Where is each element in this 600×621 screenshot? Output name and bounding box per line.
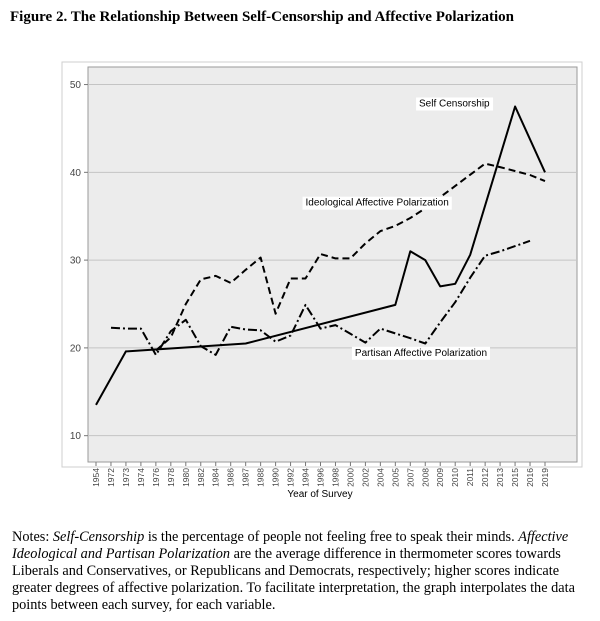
x-tick-label: 1974 [135,468,146,487]
x-tick-label: 1982 [195,468,206,487]
x-tick-label: 2004 [375,468,386,487]
figure-notes [12,529,590,614]
x-tick-label: 2010 [450,468,461,487]
x-tick-label: 1954 [91,468,101,487]
x-tick-label: 1994 [300,468,311,487]
y-tick-label: 20 [69,343,81,355]
x-tick-label: 2000 [345,468,356,487]
x-tick-label: 1992 [285,468,296,487]
notes-text-1: is the percentage of people not feeling free to speak their minds. [144,529,519,545]
x-tick-label: 2011 [465,468,476,487]
x-tick-label: 1973 [120,468,131,487]
y-tick-label: 50 [69,80,81,92]
x-tick-label: 1998 [330,468,341,487]
x-tick-label: 1996 [315,468,326,487]
x-tick-label: 1990 [270,468,281,487]
notes-term-polarization: Affective Ideological and Partisan Polarization [12,529,569,562]
x-tick-label: 2013 [495,468,506,487]
x-tick-label: 1978 [165,468,176,487]
x-tick-label: 2015 [510,468,521,487]
x-axis-title: Year of Survey [287,489,353,500]
y-tick-label: 30 [69,255,81,267]
notes-term-self-censorship: Self-Censorship [52,529,145,545]
x-tick-label: 2002 [360,468,371,487]
series-label: Partisan Affective Polarization [354,347,488,359]
x-tick-label: 1972 [105,468,116,487]
x-tick-label: 2016 [525,468,536,487]
x-tick-label: 1987 [240,468,251,487]
x-tick-label: 2007 [405,468,416,487]
y-tick-label: 40 [69,167,81,179]
figure-title: Figure 2. The Relationship Between Self-Censorship and Affective Polarization [10,9,515,25]
y-tick-label: 10 [69,431,81,443]
plot-area [88,67,577,462]
x-tick-label: 1980 [180,468,191,487]
x-tick-label: 1988 [255,468,266,487]
notes-text-2: are the average difference in thermometer scores towards Liberals and Conservatives, or Republicans and Democrats, respectively; higher scores indicate greater degrees of affective polarization. To facilitate interpretation, the graph interpolates the data points between each survey, for each variable. [12,546,575,613]
x-tick-label: 2005 [390,468,401,487]
x-tick-label: 2008 [420,468,431,487]
x-tick-label: 2019 [540,468,550,487]
x-tick-label: 2009 [435,468,446,487]
x-tick-label: 1976 [150,468,161,487]
notes-prefix: Notes: [12,529,53,545]
x-tick-label: 1986 [225,468,236,487]
x-tick-label: 2012 [480,468,491,487]
series-label: Self Censorship [419,98,490,110]
x-tick-label: 1984 [210,468,221,487]
series-label: Ideological Affective Polarization [305,197,449,209]
